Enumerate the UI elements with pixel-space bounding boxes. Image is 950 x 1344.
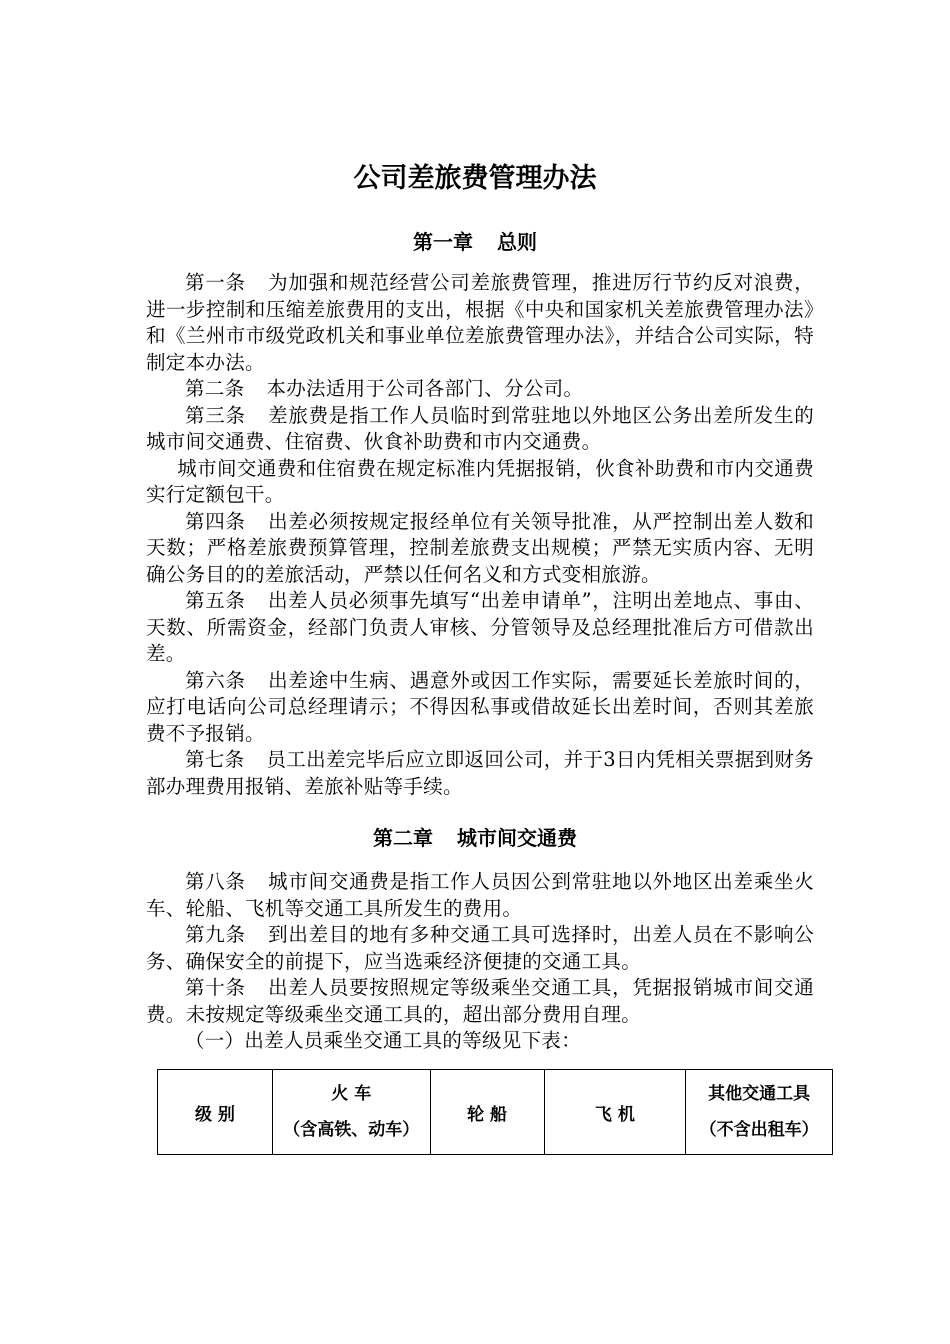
header-other-transport: 其他交通工具 （不含出租车） [686,1070,833,1155]
article-number: 第六条 [185,668,246,692]
chapter1-body [146,270,814,800]
article-number: 第四条 [185,509,246,533]
article [146,869,814,922]
article [146,270,814,376]
article-number: 第一条 [185,271,246,294]
article [146,922,814,975]
article-text: 差旅费是指工作人员临时到常驻地以外地区公务出差所发生的城市间交通费、住宿费、伙食补助费和市内交通费。 [146,403,814,453]
article-number: 第十条 [185,976,246,999]
article-text: 为加强和规范经营公司差旅费管理，推进厉行节约反对浪费，进一步控制和压缩差旅费用的支出，根据《中央和国家机关差旅费管理办法》和《兰州市市级党政机关和事业单位差旅费管理办法》，并结合公司实际，特制定本办法。 [146,271,814,374]
chapter2-body [146,869,814,1055]
chapter-number: 第二章 [373,826,433,850]
sub-item: （一）出差人员乘坐交通工具的等级见下表： [185,1029,582,1052]
article-number: 第五条 [185,589,246,612]
chapter-name: 城市间交通费 [457,826,577,850]
header-ship: 轮 船 [430,1070,544,1155]
article-text: 出差人员要按照规定等级乘坐交通工具，凭据报销城市间交通费。未按规定等级乘坐交通工具的，超出部分费用自理。 [146,976,814,1026]
article-number: 第三条 [185,403,246,427]
chapter-heading-1 [0,226,950,255]
document-title: 公司差旅费管理办法 [353,163,597,194]
paragraph-text: 城市间交通费和住宿费在规定标准内凭据报销，伙食补助费和市内交通费实行定额包干。 [146,456,814,506]
header-train: 火 车 （含高铁、动车） [272,1070,430,1155]
paragraph [146,456,814,509]
article-text: 出差途中生病、遇意外或因工作实际，需要延长差旅时间的，应打电话向公司总经理请示；不得因私事或借故延长出差时间，否则其差旅费不予报销。 [146,668,814,745]
article-text: 出差人员必须事先填写“出差申请单”，注明出差地点、事由、天数、所需资金，经部门负责人审核、分管领导及总经理批准后方可借款出差。 [146,589,814,665]
article-text: 城市间交通费是指工作人员因公到常驻地以外地区出差乘坐火车、轮船、飞机等交通工具所发生的费用。 [146,870,814,920]
article [146,376,814,403]
article-number: 第二条 [185,377,245,400]
article-text: 员工出差完毕后应立即返回公司，并于3日内凭相关票据到财务部办理费用报销、差旅补贴等手续。 [146,748,814,798]
article [146,509,814,589]
article [146,403,814,456]
article [146,975,814,1028]
article [146,668,814,748]
header-plane: 飞 机 [544,1070,686,1155]
article [146,747,814,800]
table-header-row [158,1070,833,1155]
chapter-number: 第一章 [413,230,473,254]
article-text: 出差必须按规定报经单位有关领导批准，从严控制出差人数和天数；严格差旅费预算管理，控制差旅费支出规模；严禁无实质内容、无明确公务目的的差旅活动，严禁以任何名义和方式变相旅游。 [146,509,814,586]
transport-class-table [157,1069,833,1155]
header-level: 级 别 [158,1070,273,1155]
article-text: 到出差目的地有多种交通工具可选择时，出差人员在不影响公务、确保安全的前提下，应当选乘经济便捷的交通工具。 [146,923,814,973]
article [146,588,814,668]
article-text: 本办法适用于公司各部门、分公司。 [266,377,584,400]
article-number: 第八条 [185,870,246,893]
article-number: 第九条 [185,923,246,946]
article-number: 第七条 [185,748,245,771]
chapter-heading-2 [0,822,950,851]
chapter-name: 总则 [497,230,537,254]
